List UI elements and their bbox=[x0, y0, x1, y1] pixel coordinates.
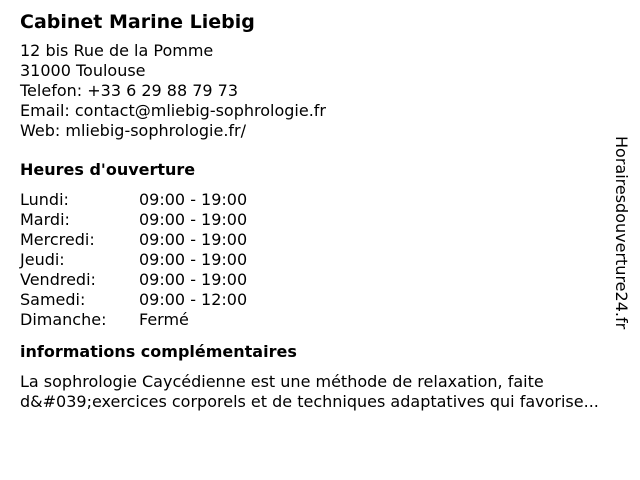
website-line: Web: mliebig-sophrologie.fr/ bbox=[20, 121, 247, 140]
hours-row bbox=[20, 230, 620, 250]
hours-day: Jeudi: bbox=[20, 250, 65, 269]
hours-time: 09:00 - 12:00 bbox=[139, 290, 248, 309]
email-line: Email: contact@mliebig-sophrologie.fr bbox=[20, 101, 327, 120]
hours-time: 09:00 - 19:00 bbox=[139, 250, 248, 269]
city-postal: 31000 Toulouse bbox=[20, 61, 146, 80]
opening-hours-heading: Heures d'ouverture bbox=[20, 160, 196, 179]
phone-line: Telefon: +33 6 29 88 79 73 bbox=[20, 81, 239, 100]
hours-row bbox=[20, 290, 620, 310]
hours-row bbox=[20, 190, 620, 210]
additional-info-text: La sophrologie Caycédienne est une méthode de relaxation, faite d&#039;exercices corporels et de techniques adaptatives qui favorise... bbox=[20, 372, 599, 411]
business-card bbox=[20, 10, 620, 412]
street-address: 12 bis Rue de la Pomme bbox=[20, 41, 214, 60]
site-watermark: Horairesdouverture24.fr bbox=[612, 136, 631, 330]
hours-day: Samedi: bbox=[20, 290, 86, 309]
hours-time: 09:00 - 19:00 bbox=[139, 210, 248, 229]
additional-info-heading: informations complémentaires bbox=[20, 342, 297, 361]
hours-row bbox=[20, 310, 620, 330]
hours-time: 09:00 - 19:00 bbox=[139, 190, 248, 209]
hours-row bbox=[20, 250, 620, 270]
hours-day: Vendredi: bbox=[20, 270, 96, 289]
hours-time: 09:00 - 19:00 bbox=[139, 270, 248, 289]
hours-row bbox=[20, 270, 620, 290]
hours-time: Fermé bbox=[139, 310, 189, 329]
hours-day: Mercredi: bbox=[20, 230, 95, 249]
hours-day: Lundi: bbox=[20, 190, 69, 209]
hours-row bbox=[20, 210, 620, 230]
hours-time: 09:00 - 19:00 bbox=[139, 230, 248, 249]
business-name: Cabinet Marine Liebig bbox=[20, 11, 255, 33]
hours-day: Mardi: bbox=[20, 210, 70, 229]
hours-day: Dimanche: bbox=[20, 310, 107, 329]
contact-block bbox=[20, 41, 620, 141]
opening-hours-table bbox=[20, 190, 620, 330]
